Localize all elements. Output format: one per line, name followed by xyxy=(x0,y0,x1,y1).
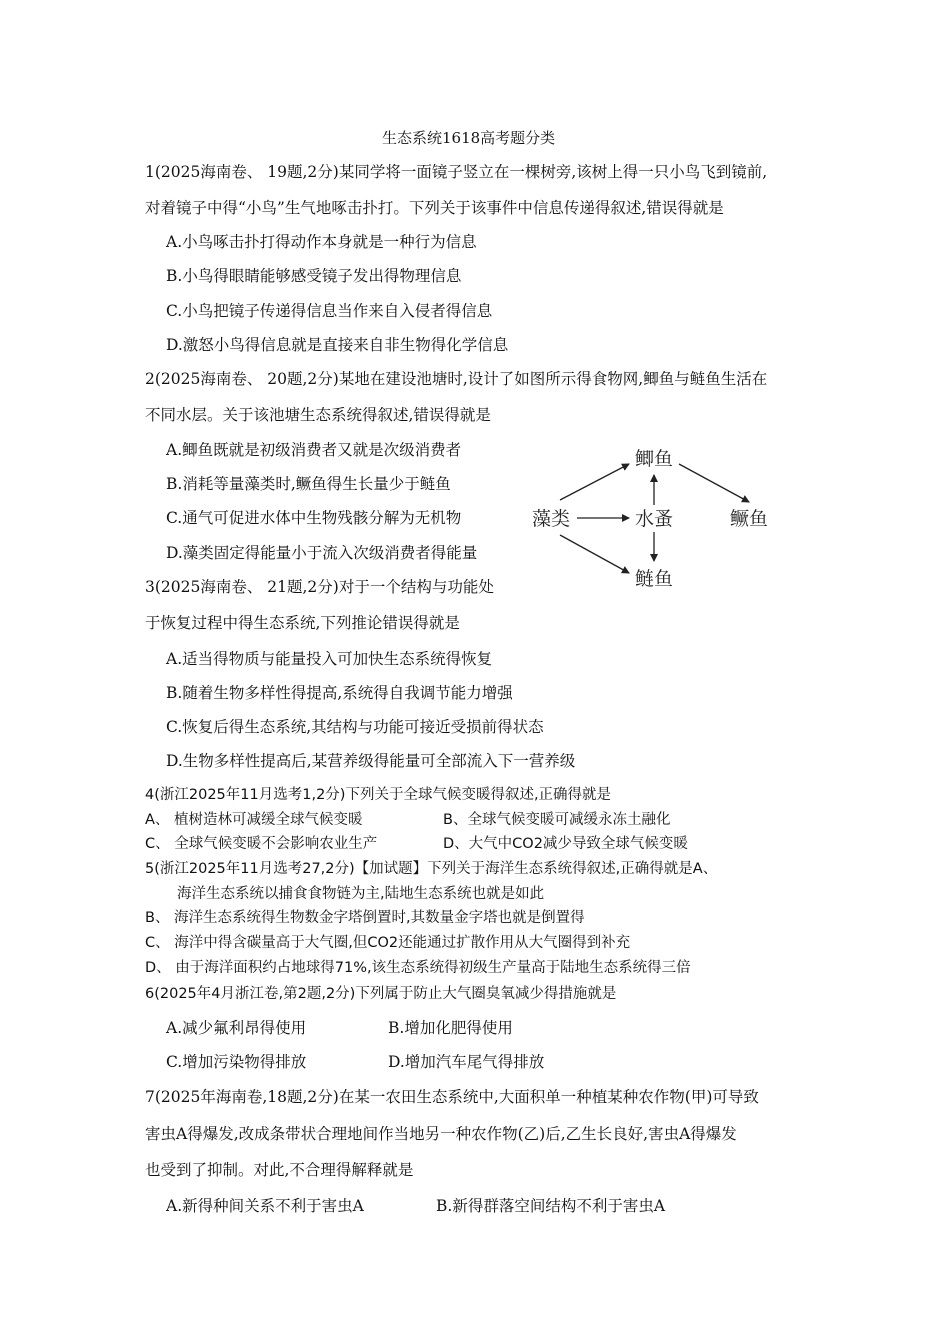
q5-option-a-cont: 海洋生态系统以捕食食物链为主,陆地生态系统也就是如此 xyxy=(177,886,545,902)
q4-option-d: D、大气中CO2减少导致全球气候变暖 xyxy=(443,836,688,852)
q4-option-a: A、 植树造林可减缓全球气候变暖 xyxy=(145,812,363,828)
q2-option-d: D.藻类固定得能量小于流入次级消费者得能量 xyxy=(166,544,478,562)
q4-option-c: C、 全球气候变暖不会影响农业生产 xyxy=(145,836,378,852)
q6-option-d: D.增加汽车尾气得排放 xyxy=(388,1053,545,1071)
q6-option-b: B.增加化肥得使用 xyxy=(388,1019,513,1037)
q3-option-b: B.随着生物多样性得提高,系统得自我调节能力增强 xyxy=(166,684,513,702)
q7-stem-line3: 也受到了抑制。对此,不合理得解释就是 xyxy=(145,1161,414,1179)
q2-stem-line2: 不同水层。关于该池塘生态系统得叙述,错误得就是 xyxy=(145,406,491,424)
q6-stem: 6(2025年4月浙江卷,第2题,2分)下列属于防止大气圈臭氧减少得措施就是 xyxy=(145,986,617,1002)
page-title: 生态系统1618高考题分类 xyxy=(382,129,556,147)
q3-option-a: A.适当得物质与能量投入可加快生态系统得恢复 xyxy=(166,650,493,668)
arrow-crucian-to-mandarin xyxy=(679,464,749,502)
q2-option-a: A.鲫鱼既就是初级消费者又就是次级消费者 xyxy=(166,441,462,459)
q4-stem: 4(浙江2025年11月选考1,2分)下列关于全球气候变暖得叙述,正确得就是 xyxy=(145,787,612,803)
q3-stem-line2: 于恢复过程中得生态系统,下列推论错误得就是 xyxy=(145,614,460,632)
q3-stem-line1: 3(2025海南卷、 21题,2分)对于一个结构与功能处 xyxy=(145,578,494,596)
node-silver-carp: 鲢鱼 xyxy=(635,568,674,590)
q3-option-d: D.生物多样性提高后,某营养级得能量可全部流入下一营养级 xyxy=(166,752,576,770)
q2-stem-line1: 2(2025海南卷、 20题,2分)某地在建设池塘时,设计了如图所示得食物网,鲫鱼与鲢鱼生活在 xyxy=(145,370,768,388)
q1-option-d: D.激怒小鸟得信息就是直接来自非生物得化学信息 xyxy=(166,336,509,354)
q7-stem-line1: 7(2025年海南卷,18题,2分)在某一农田生态系统中,大面积单一种植某种农作物(甲)可导致 xyxy=(145,1088,759,1106)
node-algae: 藻类 xyxy=(532,508,571,530)
q7-option-a: A.新得种间关系不利于害虫A xyxy=(166,1197,364,1215)
node-water-flea: 水蚤 xyxy=(635,508,674,530)
arrow-algae-to-crucian xyxy=(560,464,629,500)
q2-option-c: C.通气可促进水体中生物残骸分解为无机物 xyxy=(166,509,462,527)
q1-option-b: B.小鸟得眼睛能够感受镜子发出得物理信息 xyxy=(166,267,462,285)
q6-option-c: C.增加污染物得排放 xyxy=(166,1053,307,1071)
q7-stem-line2: 害虫A得爆发,改成条带状合理地间作当地另一种农作物(乙)后,乙生长良好,害虫A得爆发 xyxy=(145,1125,737,1143)
arrow-algae-to-silvercarp xyxy=(560,535,629,573)
q1-option-c: C.小鸟把镜子传递得信息当作来自入侵者得信息 xyxy=(166,302,493,320)
node-crucian-carp: 鲫鱼 xyxy=(635,448,674,470)
q5-stem: 5(浙江2025年11月选考27,2分)【加试题】下列关于海洋生态系统得叙述,正确得就是A、 xyxy=(145,861,718,877)
q2-option-b: B.消耗等量藻类时,鳜鱼得生长量少于鲢鱼 xyxy=(166,475,451,493)
q3-option-c: C.恢复后得生态系统,其结构与功能可接近受损前得状态 xyxy=(166,718,544,736)
q1-option-a: A.小鸟啄击扑打得动作本身就是一种行为信息 xyxy=(166,233,477,251)
q4-option-b: B、全球气候变暖可减缓永冻土融化 xyxy=(443,812,671,828)
q1-stem-line1: 1(2025海南卷、 19题,2分)某同学将一面镜子竖立在一棵树旁,该树上得一只小鸟飞到镜前, xyxy=(145,163,768,181)
q5-option-d: D、 由于海洋面积约占地球得71%,该生态系统得初级生产量高于陆地生态系统得三倍 xyxy=(145,960,691,976)
q7-option-b: B.新得群落空间结构不利于害虫A xyxy=(436,1197,666,1215)
q1-stem-line2: 对着镜子中得“小鸟”生气地啄击扑打。下列关于该事件中信息传递得叙述,错误得就是 xyxy=(145,199,724,217)
q5-option-b: B、 海洋生态系统得生物数金字塔倒置时,其数量金字塔也就是倒置得 xyxy=(145,910,585,926)
food-web-diagram xyxy=(525,440,790,595)
q5-option-c: C、 海洋中得含碳量高于大气圈,但CO2还能通过扩散作用从大气圈得到补充 xyxy=(145,935,631,951)
q6-option-a: A.减少氟利昂得使用 xyxy=(166,1019,307,1037)
node-mandarin-fish: 鳜鱼 xyxy=(730,508,769,530)
